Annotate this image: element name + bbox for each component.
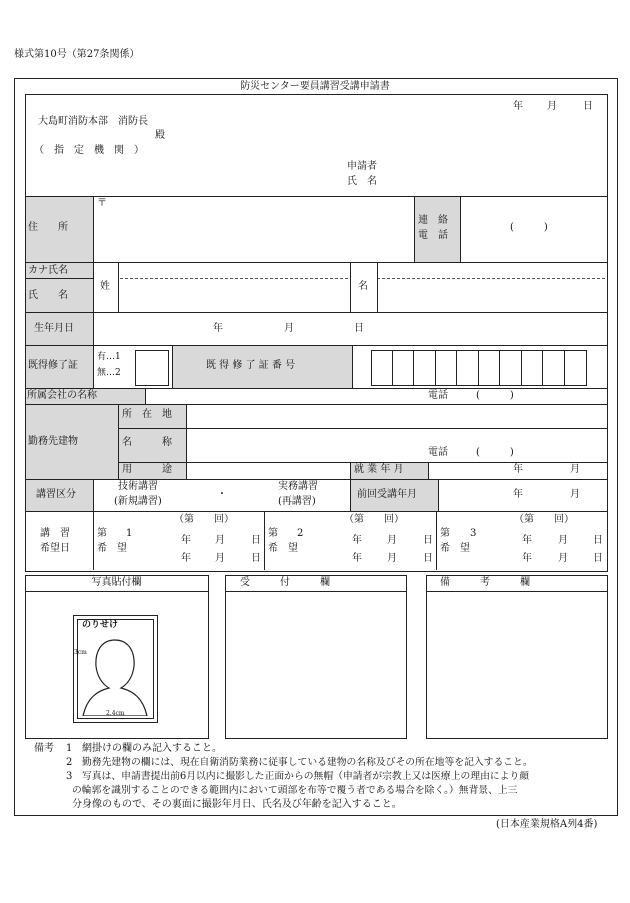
remark-1-text: 網掛けの欄のみ記入すること。 — [82, 743, 222, 754]
wish-2-session: （第 回） — [344, 514, 404, 525]
wish-2-year-b: 年 — [352, 553, 362, 564]
prev-course-month: 月 — [570, 489, 580, 500]
table-frame — [25, 94, 608, 572]
wish-1-month-a: 月 — [215, 535, 225, 546]
wish-1-year-a: 年 — [181, 535, 191, 546]
applicant-label: 申請者 — [347, 161, 377, 172]
surname-label: 姓 — [100, 281, 110, 292]
cert-status-box[interactable] — [135, 350, 169, 386]
wish-3-month-b: 月 — [558, 553, 568, 564]
company-phone-label: 電話 — [428, 390, 448, 401]
birth-label: 生年月日 — [34, 323, 74, 334]
workplace-location-label: 所 在 地 — [122, 409, 172, 420]
wish-2-dai: 第 — [268, 528, 278, 539]
employment-label: 就 業 年 月 — [354, 464, 404, 475]
remark-3-cont-1: の輪郭を識別することのできる範囲内において頭部を布等で覆う者である場合を除く。）無背景、上三 — [72, 785, 518, 796]
addressee: 大島町消防本部 消防長 — [38, 116, 148, 127]
wish-3-dai: 第 — [440, 528, 450, 539]
wish-1-session: （第 回） — [174, 514, 234, 525]
wish-3-day-b: 日 — [593, 553, 603, 564]
form-number: 様式第10号（第27条関係） — [14, 49, 140, 60]
workplace-use-label: 用 途 — [122, 464, 172, 475]
wish-3-year-a: 年 — [522, 535, 532, 546]
header-year: 年 — [513, 101, 523, 112]
workplace-phone-label: 電話 — [428, 447, 448, 458]
given-name-label: 名 — [358, 281, 368, 292]
remarks-head: 備考 — [34, 743, 54, 754]
reception-box — [225, 575, 407, 739]
silhouette-icon — [77, 632, 153, 716]
birth-month: 月 — [284, 323, 294, 334]
wish-2-month-b: 月 — [387, 553, 397, 564]
wish-1-dai: 第 — [97, 528, 107, 539]
photo-sample-caption: のりせけ — [82, 620, 119, 630]
cert-number-boxes[interactable] — [371, 350, 587, 386]
address-label: 住 所 — [28, 222, 68, 233]
wish-3-month-a: 月 — [558, 535, 568, 546]
photo-sample-width: 2.4cm — [106, 710, 125, 717]
designated-body: （ 指 定 機 関 ） — [34, 145, 144, 156]
birth-day: 日 — [354, 323, 364, 334]
workplace-phone-parens: ( ) — [476, 447, 514, 458]
wish-label-1: 講 習 — [40, 528, 70, 539]
cert-label: 既得修了証 — [28, 360, 78, 371]
remark-2-text: 勤務先建物の欄には、現在自衛消防業務に従事している建物の名称及びその所在地等を記入すること。 — [82, 757, 533, 768]
address-field[interactable] — [100, 214, 400, 254]
wish-2-day-a: 日 — [423, 535, 433, 546]
employment-month: 月 — [570, 464, 580, 475]
company-phone-parens: ( ) — [476, 390, 514, 401]
wish-2-day-b: 日 — [423, 553, 433, 564]
wish-1-year-b: 年 — [181, 553, 191, 564]
photo-sample-height: 3cm — [74, 649, 87, 656]
employment-year: 年 — [513, 464, 523, 475]
wish-2-num: 2 — [297, 528, 304, 539]
form-title: 防災センター要員講習受講申請書 — [240, 81, 390, 92]
name-label: 氏 名 — [28, 290, 68, 301]
course-prac-2: (再講習) — [278, 496, 316, 507]
remark-3-cont-2: 分身像のもので、その裏面に撮影年月日、氏名及び年齢を記入すること。 — [72, 799, 402, 810]
wish-label-2: 希望日 — [40, 543, 70, 554]
remark-1-num: 1 — [66, 743, 73, 754]
wish-1-day-a: 日 — [251, 535, 261, 546]
company-label: 所属会社の名称 — [27, 390, 97, 401]
wish-1-num: 1 — [126, 528, 133, 539]
header-month: 月 — [547, 101, 557, 112]
wish-1-day-b: 日 — [251, 553, 261, 564]
phone-label-1: 連 絡 — [418, 215, 448, 226]
wish-2-month-a: 月 — [387, 535, 397, 546]
remark-3-num: 3 — [66, 771, 73, 782]
reception-box-title: 受 付 欄 — [240, 577, 330, 588]
notes-box-title: 備 考 欄 — [440, 577, 530, 588]
course-label: 講習区分 — [36, 489, 76, 500]
prev-course-year: 年 — [513, 489, 523, 500]
photo-box-title: 写真貼付欄 — [91, 577, 142, 588]
postal-mark: 〒 — [97, 198, 107, 209]
header-day: 日 — [583, 101, 593, 112]
course-dot: ・ — [217, 489, 227, 500]
remark-2-num: 2 — [66, 757, 73, 768]
wish-1-month-b: 月 — [215, 553, 225, 564]
wish-3-day-a: 日 — [593, 535, 603, 546]
course-prac-1: 実務講習 — [278, 481, 318, 492]
wish-2-kibou: 希 望 — [268, 543, 298, 554]
paper-size-note: (日本産業規格A列4番) — [496, 819, 598, 830]
wish-1-kibou: 希 望 — [97, 543, 127, 554]
wish-3-session: （第 回） — [514, 514, 574, 525]
applicant-name-label: 氏 名 — [347, 176, 377, 187]
phone-parens: ( ) — [510, 222, 548, 233]
workplace-label: 勤務先建物 — [28, 436, 78, 447]
wish-3-year-b: 年 — [522, 553, 532, 564]
wish-3-kibou: 希 望 — [440, 543, 470, 554]
cert-has: 有…1 — [97, 352, 121, 362]
wish-2-year-a: 年 — [352, 535, 362, 546]
cert-number-label: 既 得 修 了 証 番 号 — [206, 360, 296, 371]
wish-3-num: 3 — [470, 528, 477, 539]
birth-year: 年 — [213, 323, 223, 334]
course-tech-1: 技術講習 — [118, 481, 158, 492]
remark-3-text: 写真は、申請書提出前6月以内に撮影した正面からの無帽（申請者が宗教上又は医療上の理由により顔 — [82, 771, 530, 782]
addressee-dono: 殿 — [155, 130, 165, 141]
notes-box — [426, 575, 608, 739]
cert-none: 無…2 — [97, 368, 121, 378]
prev-course-label: 前回受講年月 — [357, 489, 417, 500]
kana-label: カナ氏名 — [28, 265, 68, 276]
phone-label-2: 電 話 — [418, 230, 448, 241]
course-tech-2: (新規講習) — [114, 496, 162, 507]
workplace-name-label: 名 称 — [122, 437, 172, 448]
